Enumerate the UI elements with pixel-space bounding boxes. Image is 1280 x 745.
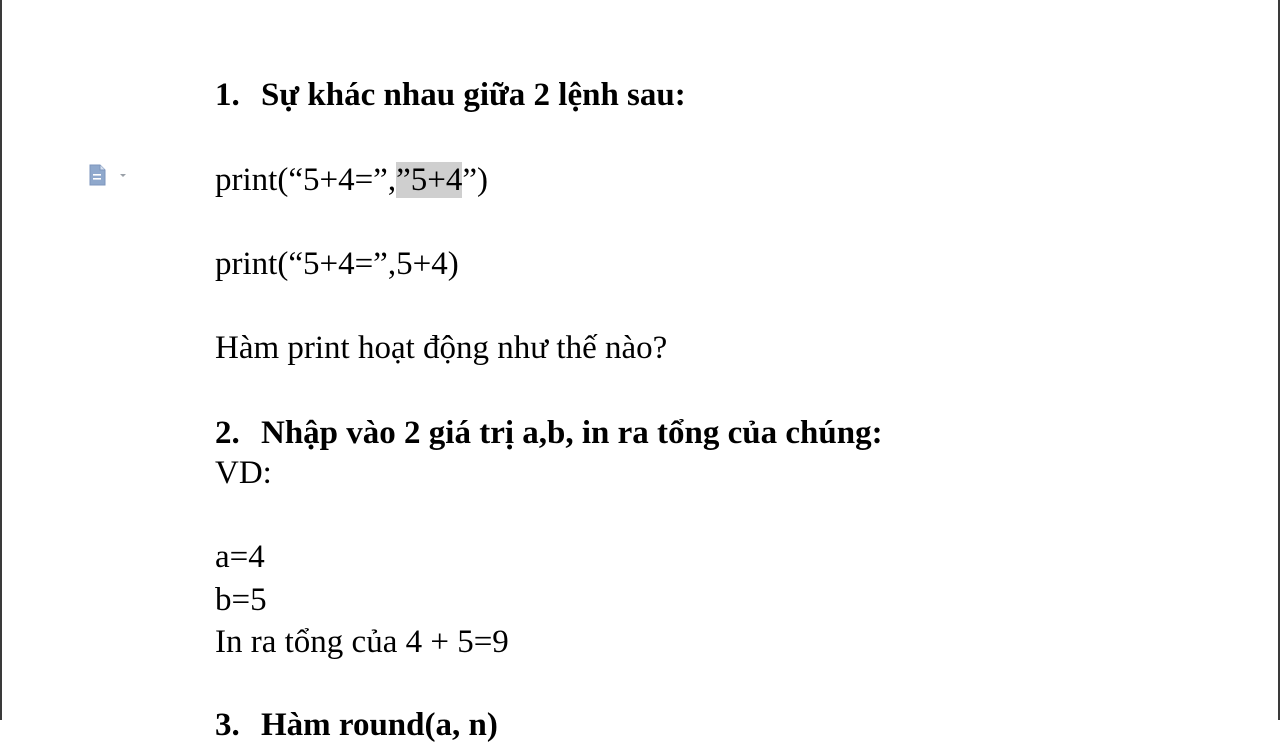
question-1-number: 1. (215, 77, 240, 113)
chevron-down-icon (120, 174, 126, 177)
question-2-heading (215, 413, 883, 453)
example-result: In ra tổng của 4 + 5=9 (215, 624, 509, 660)
question-2-number: 2. (215, 415, 240, 451)
question-2-title: Nhập vào 2 giá trị a,b, in ra tổng của chúng: (261, 415, 883, 451)
code-line-1-start: print(“5+4=”, (215, 162, 397, 198)
window-border-left (0, 0, 2, 720)
question-3-title: Hàm round(a, n) (261, 707, 498, 743)
code-line-2: print(“5+4=”,5+4) (215, 246, 459, 282)
question-3-number: 3. (215, 707, 240, 743)
example-line-a: a=4 (215, 539, 265, 575)
code-line-1-end: ”) (462, 162, 488, 198)
paste-options-icon (90, 165, 105, 185)
example-line-b: b=5 (215, 582, 267, 618)
selected-text[interactable]: ”5+4 (396, 162, 463, 198)
question-1-prompt: Hàm print hoạt động như thế nào? (215, 330, 668, 366)
example-label: VD: (215, 455, 272, 491)
question-3-heading (215, 705, 498, 745)
code-line-1 (215, 160, 488, 200)
question-1-heading (215, 75, 686, 115)
paste-options-button[interactable] (88, 163, 132, 187)
question-1-title: Sự khác nhau giữa 2 lệnh sau: (261, 77, 686, 113)
